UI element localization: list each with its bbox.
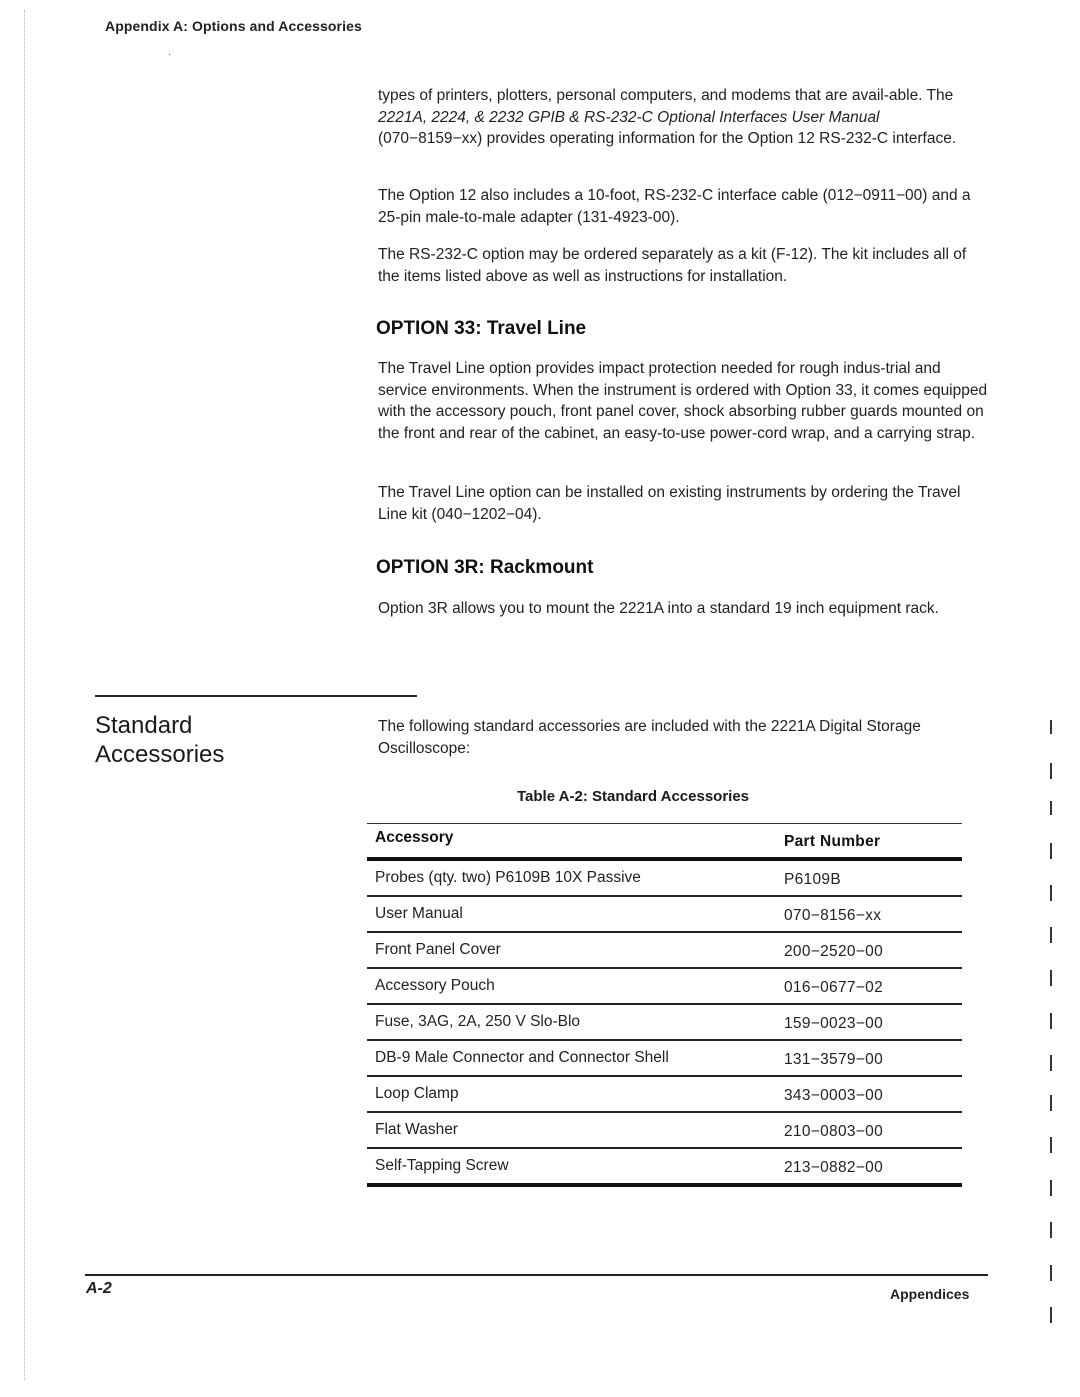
table-bottom-rule <box>367 1183 962 1187</box>
option33-text-2: The Travel Line option can be installed on existing instruments by ordering the Travel Line kit (040−1202−04). <box>378 484 961 523</box>
standard-accessories-table <box>367 823 962 1187</box>
intro-paragraph-2 <box>378 185 988 228</box>
part-number-cell: 159−0023−00 <box>784 1015 883 1032</box>
table-caption: Table A-2: Standard Accessories <box>517 788 750 805</box>
option3r-paragraph <box>378 598 988 620</box>
footer-rule <box>85 1274 988 1276</box>
standard-accessories-heading <box>95 711 224 769</box>
footer-section-label: Appendices <box>890 1286 970 1302</box>
table-row <box>367 1149 962 1183</box>
table-row <box>367 897 962 931</box>
table-row <box>367 1113 962 1147</box>
part-number-cell: 070−8156−xx <box>784 907 882 924</box>
column-header-part-number: Part Number <box>784 833 881 850</box>
accessory-cell: DB-9 Male Connector and Connector Shell <box>375 1049 669 1066</box>
column-header-accessory: Accessory <box>375 829 454 846</box>
accessory-cell: Flat Washer <box>375 1121 458 1138</box>
part-number-cell: P6109B <box>784 871 841 888</box>
intro-text: (070−8159−xx) provides operating information for the Option 12 RS-232-C interface. <box>378 130 957 147</box>
manual-title: 2221A, 2224, & 2232 GPIB & RS-232-C Optional Interfaces User Manual <box>378 108 880 126</box>
accessory-cell: Self-Tapping Screw <box>375 1157 509 1174</box>
part-number-cell: 343−0003−00 <box>784 1087 883 1104</box>
option33-paragraph-1 <box>378 358 988 444</box>
running-head: Appendix A: Options and Accessories <box>105 18 362 34</box>
table-row <box>367 1077 962 1111</box>
accessory-cell: Loop Clamp <box>375 1085 459 1102</box>
accessory-cell: Probes (qty. two) P6109B 10X Passive <box>375 869 641 886</box>
section-divider <box>95 695 417 697</box>
option33-text-1: The Travel Line option provides impact protection needed for rough indus-trial and service environments. When the instrument is ordered with Option 33, it comes equipped with the accessory pouch, front panel cover, shock absorbing rubber guards mounted on the front and rear of the cabinet, an easy-to-use power-cord wrap, and a carrying strap. <box>378 360 988 442</box>
accessories-intro-text: The following standard accessories are included with the 2221A Digital Storage Oscilloscope: <box>378 718 921 757</box>
heading-line-1: Standard <box>95 712 193 739</box>
option3r-text: Option 3R allows you to mount the 2221A into a standard 19 inch equipment rack. <box>378 600 939 617</box>
part-number-cell: 210−0803−00 <box>784 1123 883 1140</box>
part-number-cell: 200−2520−00 <box>784 943 883 960</box>
part-number-cell: 131−3579−00 <box>784 1051 883 1068</box>
intro-text-2: The Option 12 also includes a 10-foot, RS-232-C interface cable (012−0911−00) and a 25-pin male-to-male adapter (131-4923-00). <box>378 187 971 226</box>
accessory-cell: Accessory Pouch <box>375 977 495 994</box>
table-row <box>367 861 962 895</box>
option3r-heading: OPTION 3R: Rackmount <box>376 557 594 578</box>
page-number: A-2 <box>86 1280 112 1297</box>
option33-paragraph-2 <box>378 482 988 525</box>
scan-speck: ․ <box>168 47 172 57</box>
scan-edge-artifact <box>24 10 26 1380</box>
option33-heading: OPTION 33: Travel Line <box>376 318 587 339</box>
table-row <box>367 933 962 967</box>
part-number-cell: 016−0677−02 <box>784 979 883 996</box>
intro-paragraph-1 <box>378 85 988 150</box>
intro-text: types of printers, plotters, personal computers, and modems that are avail-able. The <box>378 87 954 104</box>
heading-line-2: Accessories <box>95 741 225 768</box>
standard-accessories-intro <box>378 716 988 759</box>
table-row <box>367 1005 962 1039</box>
part-number-cell: 213−0882−00 <box>784 1159 883 1176</box>
table-row <box>367 969 962 1003</box>
accessory-cell: User Manual <box>375 905 463 922</box>
table-header-row <box>367 824 962 857</box>
accessory-cell: Front Panel Cover <box>375 941 501 958</box>
intro-paragraph-3 <box>378 244 988 287</box>
table-row <box>367 1041 962 1075</box>
intro-text-3: The RS-232-C option may be ordered separately as a kit (F-12). The kit includes all of the items listed above as well as instructions for installation. <box>378 246 967 285</box>
accessory-cell: Fuse, 3AG, 2A, 250 V Slo-Blo <box>375 1013 581 1030</box>
